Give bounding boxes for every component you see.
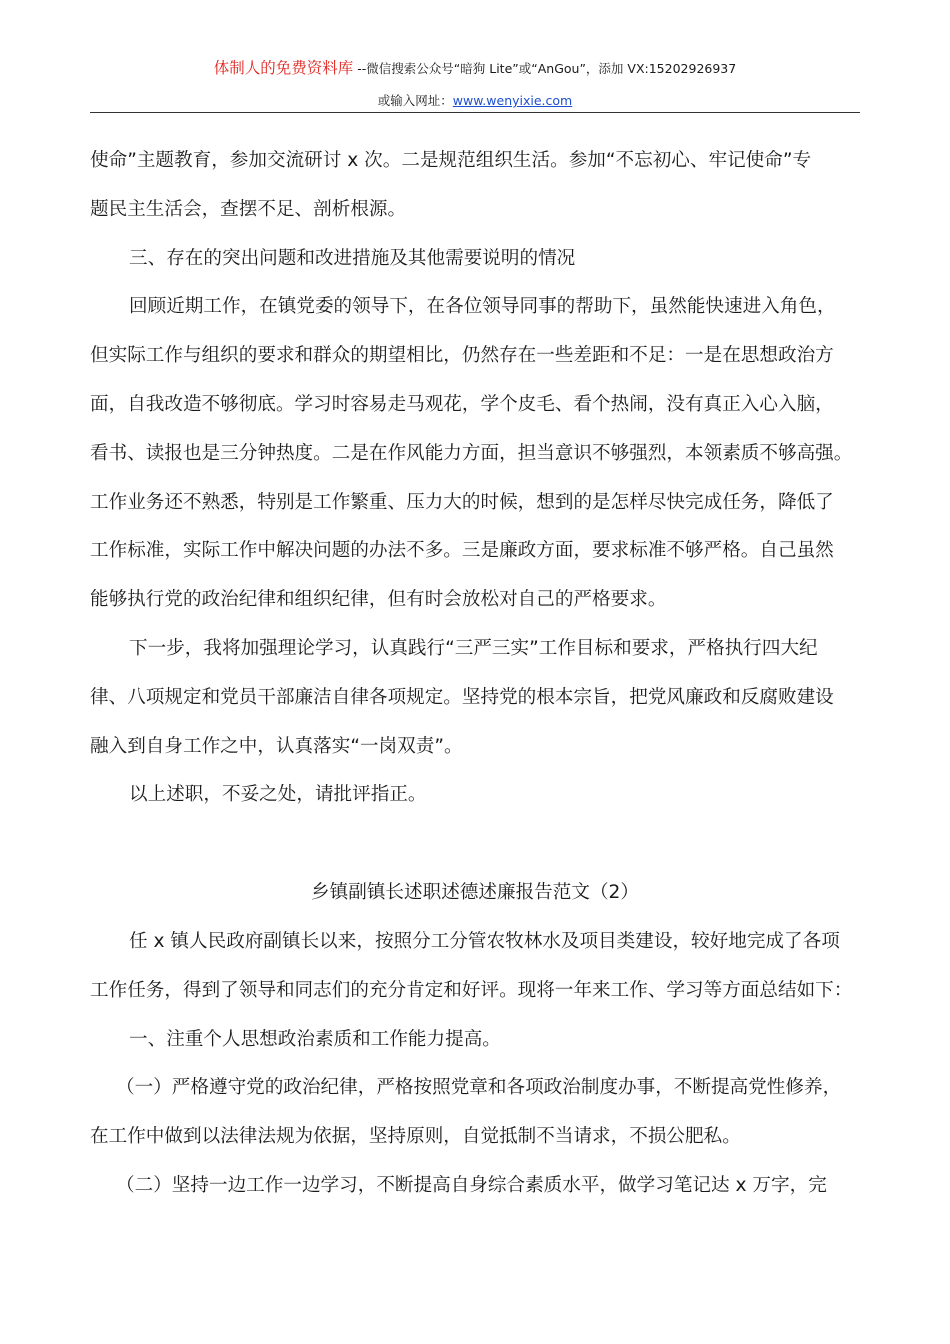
text-line: 工作业务还不熟悉，特别是工作繁重、压力大的时候，想到的是怎样尽快完成任务，降低了: [90, 491, 834, 513]
text-line: 融入到自身工作之中，认真落实“一岗双责”。: [90, 735, 463, 757]
document-body: [90, 137, 860, 1211]
spacer: [90, 820, 860, 869]
text-line: 工作任务，得到了领导和同志们的充分肯定和好评。现将一年来工作、学习等方面总结如下：: [90, 979, 853, 1001]
brand-name: 体制人的免费资料库: [213, 59, 354, 77]
section-heading: 三、存在的突出问题和改进措施及其他需要说明的情况: [129, 247, 576, 269]
article-title: 乡镇副镇长述职述德述廉报告范文（2）: [311, 882, 639, 904]
text-line: 在工作中做到以法律法规为依据，坚持原则，自觉抵制不当请求，不损公肥私。: [90, 1126, 741, 1148]
page-header: [90, 56, 860, 111]
url-label: 或输入网址：: [377, 93, 453, 108]
text-line: （一）严格遵守党的政治纪律，严格按照党章和各项政治制度办事，不断提高党性修养，: [116, 1077, 842, 1099]
text-line: 使命”主题教育，参加交流研讨 x 次。二是规范组织生活。参加“不忘初心、牢记使命”专: [90, 150, 812, 171]
header-url-line: [90, 91, 860, 111]
text-line: 能够执行党的政治纪律和组织纪律，但有时会放松对自己的严格要求。: [90, 589, 667, 611]
text-line: 题民主生活会，查摆不足、剖析根源。: [90, 198, 407, 220]
text-line: 看书、读报也是三分钟热度。二是在作风能力方面，担当意识不够强烈，本领素质不够高强。: [90, 442, 853, 464]
text-line: 下一步，我将加强理论学习，认真践行“三严三实”工作目标和要求，严格执行四大纪: [129, 637, 818, 659]
text-line: 律、八项规定和党员干部廉洁自律各项规定。坚持党的根本宗旨，把党风廉政和反腐败建设: [90, 686, 834, 708]
text-line: 但实际工作与组织的要求和群众的期望相比，仍然存在一些差距和不足：一是在思想政治方: [90, 345, 834, 367]
text-line: 任 x 镇人民政府副镇长以来，按照分工分管农牧林水及项目类建设，较好地完成了各项: [129, 930, 840, 952]
text-line: 面，自我改造不够彻底。学习时容易走马观花，学个皮毛、看个热闹，没有真正入心入脑，: [90, 393, 834, 415]
header-note: --微信搜索公众号“暗狗 Lite”或“AnGou”，添加 VX:15202926937: [353, 61, 737, 76]
text-line: 工作标准，实际工作中解决问题的办法不多。三是廉政方面，要求标准不够严格。自己虽然: [90, 540, 834, 562]
website-link[interactable]: www.wenyixie.com: [452, 93, 573, 108]
section-heading: 一、注重个人思想政治素质和工作能力提高。: [129, 1028, 501, 1050]
header-divider: [90, 112, 860, 113]
text-line: （二）坚持一边工作一边学习，不断提高自身综合素质水平，做学习笔记达 x 万字，完: [116, 1174, 827, 1196]
header-banner: [90, 56, 860, 81]
text-line: 回顾近期工作，在镇党委的领导下，在各位领导同事的帮助下，虽然能快速进入角色，: [129, 296, 836, 318]
text-line: 以上述职，不妥之处，请批评指正。: [129, 784, 427, 806]
